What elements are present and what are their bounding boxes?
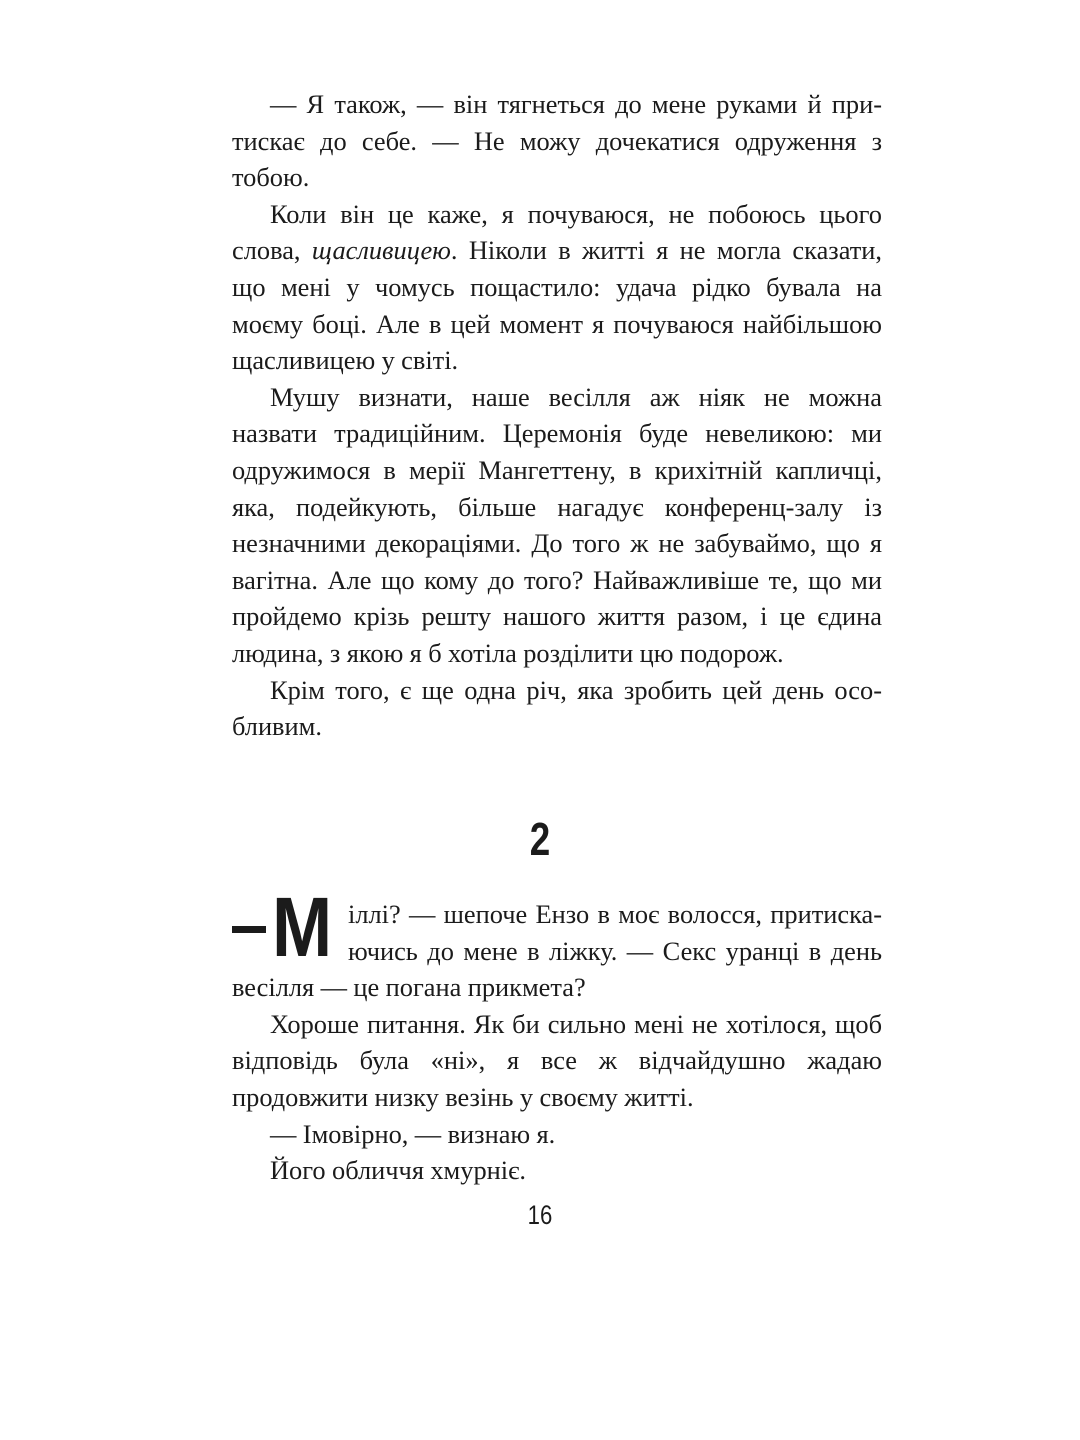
paragraph-dialogue: Його обличчя хмурніє.: [270, 1155, 527, 1186]
paragraph: — Я також, — він тягнеться до мене руками й притискає до себе. — Не можу дочекатися одруження з тобою.: [232, 89, 882, 193]
body-text-column-section-two: [232, 880, 882, 1189]
page-number-folio: [97, 1200, 983, 1231]
paragraph-first: іллі? — шепоче Ензо в моє волосся, притискаючись до мене в ліжку. — Секс уранці в день весілля — це погана прикмета?: [232, 899, 882, 1003]
emphasised-word: щасливицею: [311, 235, 451, 266]
dropcap-paragraph-block: [232, 880, 882, 1006]
drop-cap-letter: М: [272, 880, 333, 974]
paragraph: Хороше питання. Як би сильно мені не хотілося, щоб відповідь була «ні», я все ж відчайдушно жадаю продовжити низку везінь у своєму житті.: [232, 1008, 882, 1112]
paragraph: Крім того, є ще одна річ, яка зробить цей день особливим.: [232, 674, 882, 742]
chapter-number-value: 2: [529, 813, 551, 865]
body-text-column-section-one: [232, 86, 882, 745]
em-dash-mark: [232, 926, 266, 933]
paragraph: Мушу визнати, наше весілля аж ніяк не можна назвати традиційним. Церемонія буде невеликою: ми одружимося в мерії Мангеттену, в крихітній капличці, яка, подейкують, більше нагадує конференц-залу із незначними декораціями. До того ж не забуваймо, що я вагітна. Але що кому до того? Найважливіше те, що ми пройдемо крізь решту нашого життя разом, і це єдина людина, з якою я б хотіла розділити цю подорож.: [232, 381, 882, 668]
chapter-number-heading: [108, 813, 972, 865]
page-number-value: 16: [527, 1200, 553, 1230]
paragraph-dialogue: — Імовірно, — визнаю я.: [270, 1118, 556, 1149]
paragraph-with-italic: Коли він це каже, я почуваюся, не побоюсь цього слова, щасливицею. Ніколи в житті я не могла сказати, що мені у чомусь пощастило: удача рідко бувала на моєму боці. Але в цей момент я почуваюся найбільшою щасливицею у світі.: [232, 198, 882, 376]
